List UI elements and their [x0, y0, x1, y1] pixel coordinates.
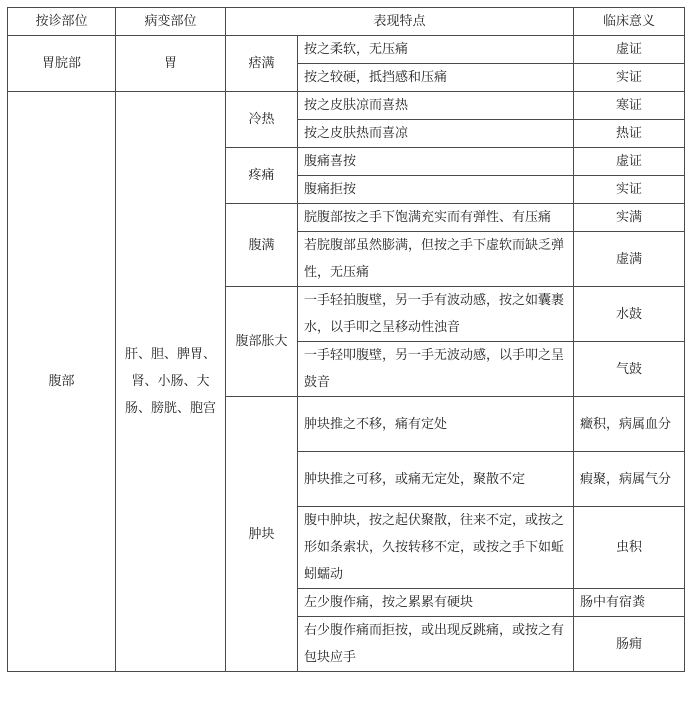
meaning-cell: 肠中有宿粪 [574, 589, 685, 617]
meaning-cell: 气鼓 [574, 342, 685, 397]
header-meaning: 临床意义 [574, 8, 685, 36]
feature-cell: 左少腹作痛，按之累累有硬块 [298, 589, 574, 617]
organ-cell-abdomen: 肝、胆、脾胃、肾、小肠、大肠、膀胱、胞宫 [116, 92, 226, 672]
table-row [8, 92, 685, 120]
feature-cell: 一手轻叩腹壁，另一手无波动感，以手叩之呈鼓音 [298, 342, 574, 397]
meaning-cell: 热证 [574, 120, 685, 148]
feature-cell: 腹中肿块，按之起伏聚散，往来不定，或按之形如条索状，久按转移不定，或按之手下如蚯蚓蠕动 [298, 507, 574, 589]
category-cell: 肿块 [226, 397, 298, 672]
feature-cell: 右少腹作痛而拒按，或出现反跳痛，或按之有包块应手 [298, 617, 574, 672]
table-row [8, 36, 685, 64]
header-row [8, 8, 685, 36]
feature-cell: 脘腹部按之手下饱满充实而有弹性、有压痛 [298, 204, 574, 232]
meaning-cell: 实证 [574, 64, 685, 92]
palpation-table [7, 7, 685, 672]
meaning-cell: 虚证 [574, 148, 685, 176]
category-cell: 冷热 [226, 92, 298, 148]
feature-cell: 肿块推之可移，或痛无定处，聚散不定 [298, 452, 574, 507]
organ-cell-stomach: 胃 [116, 36, 226, 92]
site-cell-stomach: 胃脘部 [8, 36, 116, 92]
header-site: 按诊部位 [8, 8, 116, 36]
meaning-cell: 实证 [574, 176, 685, 204]
header-organ: 病变部位 [116, 8, 226, 36]
feature-cell: 按之皮肤凉而喜热 [298, 92, 574, 120]
meaning-cell: 寒证 [574, 92, 685, 120]
category-cell: 腹部胀大 [226, 287, 298, 397]
feature-cell: 肿块推之不移，痛有定处 [298, 397, 574, 452]
feature-cell: 按之较硬，抵挡感和压痛 [298, 64, 574, 92]
meaning-cell: 肠痈 [574, 617, 685, 672]
meaning-cell: 瘕聚，病属气分 [574, 452, 685, 507]
category-cell: 腹满 [226, 204, 298, 287]
site-cell-abdomen: 腹部 [8, 92, 116, 672]
feature-cell: 腹痛喜按 [298, 148, 574, 176]
feature-cell: 一手轻拍腹壁，另一手有波动感，按之如囊裹水，以手叩之呈移动性浊音 [298, 287, 574, 342]
meaning-cell: 实满 [574, 204, 685, 232]
meaning-cell: 虫积 [574, 507, 685, 589]
header-feature: 表现特点 [226, 8, 574, 36]
category-cell: 痞满 [226, 36, 298, 92]
meaning-cell: 虚满 [574, 232, 685, 287]
feature-cell: 若脘腹部虽然膨满，但按之手下虚软而缺乏弹性，无压痛 [298, 232, 574, 287]
feature-cell: 按之柔软，无压痛 [298, 36, 574, 64]
category-cell: 疼痛 [226, 148, 298, 204]
meaning-cell: 虚证 [574, 36, 685, 64]
meaning-cell: 癥积，病属血分 [574, 397, 685, 452]
feature-cell: 腹痛拒按 [298, 176, 574, 204]
meaning-cell: 水鼓 [574, 287, 685, 342]
feature-cell: 按之皮肤热而喜凉 [298, 120, 574, 148]
